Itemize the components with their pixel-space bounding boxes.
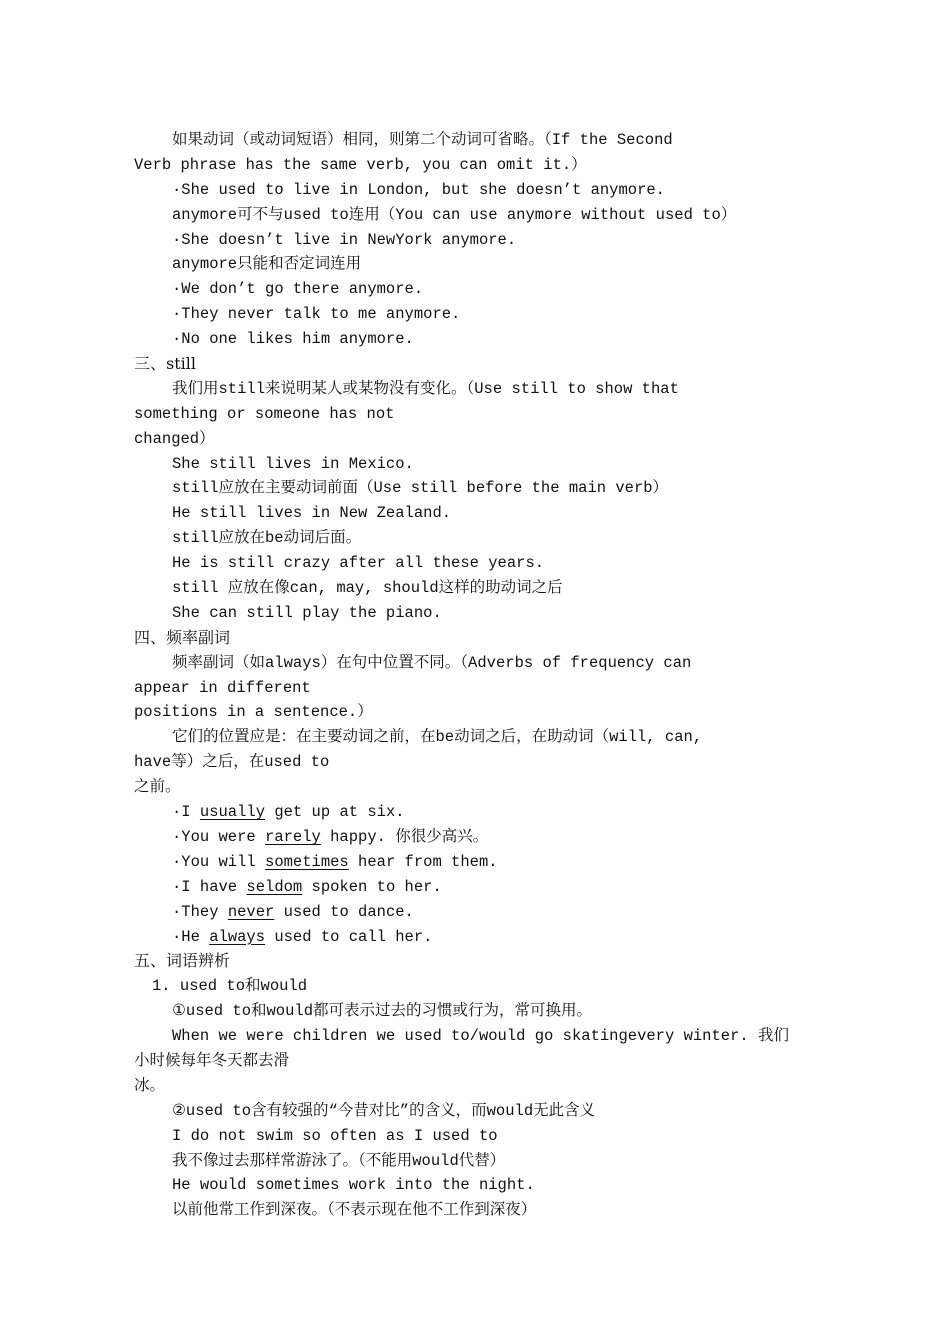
example-sentence: [0, 850, 950, 875]
text-line: something or someone has not: [134, 404, 395, 423]
example-sentence: I do not swim so often as I used to: [172, 1126, 498, 1145]
sentence-end: spoken to her.: [302, 877, 442, 896]
example-sentence: ·No one likes him anymore.: [172, 330, 414, 349]
section-heading-frequency-adverbs: 四、频率副词: [134, 627, 231, 647]
sentence-start: ·He: [172, 927, 210, 946]
text-line: 冰。: [134, 1076, 166, 1095]
example-sentence: She still lives in Mexico.: [172, 454, 414, 473]
example-sentence: [0, 825, 950, 850]
text-line: ②used to含有较强的“今昔对比”的含义，而would无此含义: [172, 1101, 596, 1120]
text-line: ①used to和would都可表示过去的习惯或行为，常可换用。: [172, 1002, 593, 1021]
example-sentence: She can still play the piano.: [172, 603, 442, 622]
sentence-end: hear from them.: [348, 852, 498, 871]
example-sentence: ·We don’t go there anymore.: [172, 280, 424, 299]
sentence-start: ·You will: [172, 852, 266, 871]
section-heading-word-discrimination: 五、词语辨析: [134, 951, 231, 971]
text-line: 它们的位置应是：在主要动词之前，在be动词之后，在助动词（will, can,: [172, 728, 703, 747]
example-sentence: ·She doesn’t live in NewYork anymore.: [172, 230, 517, 249]
example-sentence: [0, 875, 950, 900]
text-line: still应放在be动词后面。: [172, 529, 362, 548]
text-line: have等）之后，在used to: [134, 753, 330, 772]
text-line: positions in a sentence.）: [134, 703, 373, 722]
sentence-start: ·You were: [172, 827, 266, 846]
example-sentence: When we were children we used to/would go skatingevery winter. 我们: [172, 1027, 789, 1046]
text-line: 小时候每年冬天都去滑: [134, 1051, 290, 1070]
text-line: 如果动词（或动词短语）相同，则第二个动词可省略。（If the Second: [172, 131, 673, 149]
underlined-adverb: seldom: [246, 877, 303, 896]
text-line: still 应放在像can, may, should这样的助动词之后: [172, 579, 563, 598]
example-sentence: [0, 925, 950, 950]
sentence-start: ·They: [172, 902, 228, 921]
underlined-adverb: never: [227, 902, 275, 921]
text-line: 之前。: [134, 778, 181, 797]
text-line: still应放在主要动词前面（Use still before the main verb）: [172, 479, 669, 498]
document-body: [0, 128, 950, 1223]
sentence-start: ·I: [172, 803, 200, 822]
underlined-adverb: always: [209, 927, 266, 946]
example-sentence: [0, 800, 950, 825]
example-sentence: He is still crazy after all these years.: [172, 554, 545, 573]
underlined-adverb: sometimes: [265, 852, 349, 871]
text-line: anymore只能和否定词连用: [172, 255, 362, 274]
translation-line: 以前他常工作到深夜。（不表示现在他不工作到深夜）: [172, 1201, 537, 1220]
example-sentence: [0, 900, 950, 925]
sentence-end: get up at six.: [265, 803, 405, 822]
text-line: appear in different: [134, 678, 311, 697]
text-line: 我们用still来说明某人或某物没有变化。（Use still to show that: [172, 379, 679, 398]
example-sentence: ·She used to live in London, but she doesn’t anymore.: [172, 180, 665, 199]
example-sentence: He would sometimes work into the night.: [172, 1176, 535, 1195]
sentence-end: used to call her.: [265, 927, 433, 946]
sentence-start: ·I have: [172, 877, 247, 896]
sentence-end: happy. 你很少高兴。: [320, 827, 489, 846]
text-line: 频率副词（如always）在句中位置不同。（Adverbs of frequency can: [172, 653, 692, 672]
translation-line: 我不像过去那样常游泳了。（不能用would代替）: [172, 1151, 506, 1170]
text-line: changed）: [134, 429, 215, 448]
text-line: anymore可不与used to连用（You can use anymore without used to）: [172, 205, 737, 224]
example-sentence: He still lives in New Zealand.: [172, 504, 452, 523]
underlined-adverb: rarely: [265, 827, 321, 846]
example-sentence: ·They never talk to me anymore.: [172, 305, 461, 324]
sentence-end: used to dance.: [274, 902, 414, 921]
section-heading-still: 三、still: [134, 354, 196, 374]
underlined-adverb: usually: [199, 803, 266, 822]
subsection-heading: 1. used to和would: [152, 977, 308, 996]
text-line: Verb phrase has the same verb, you can omit it.）: [134, 155, 587, 174]
